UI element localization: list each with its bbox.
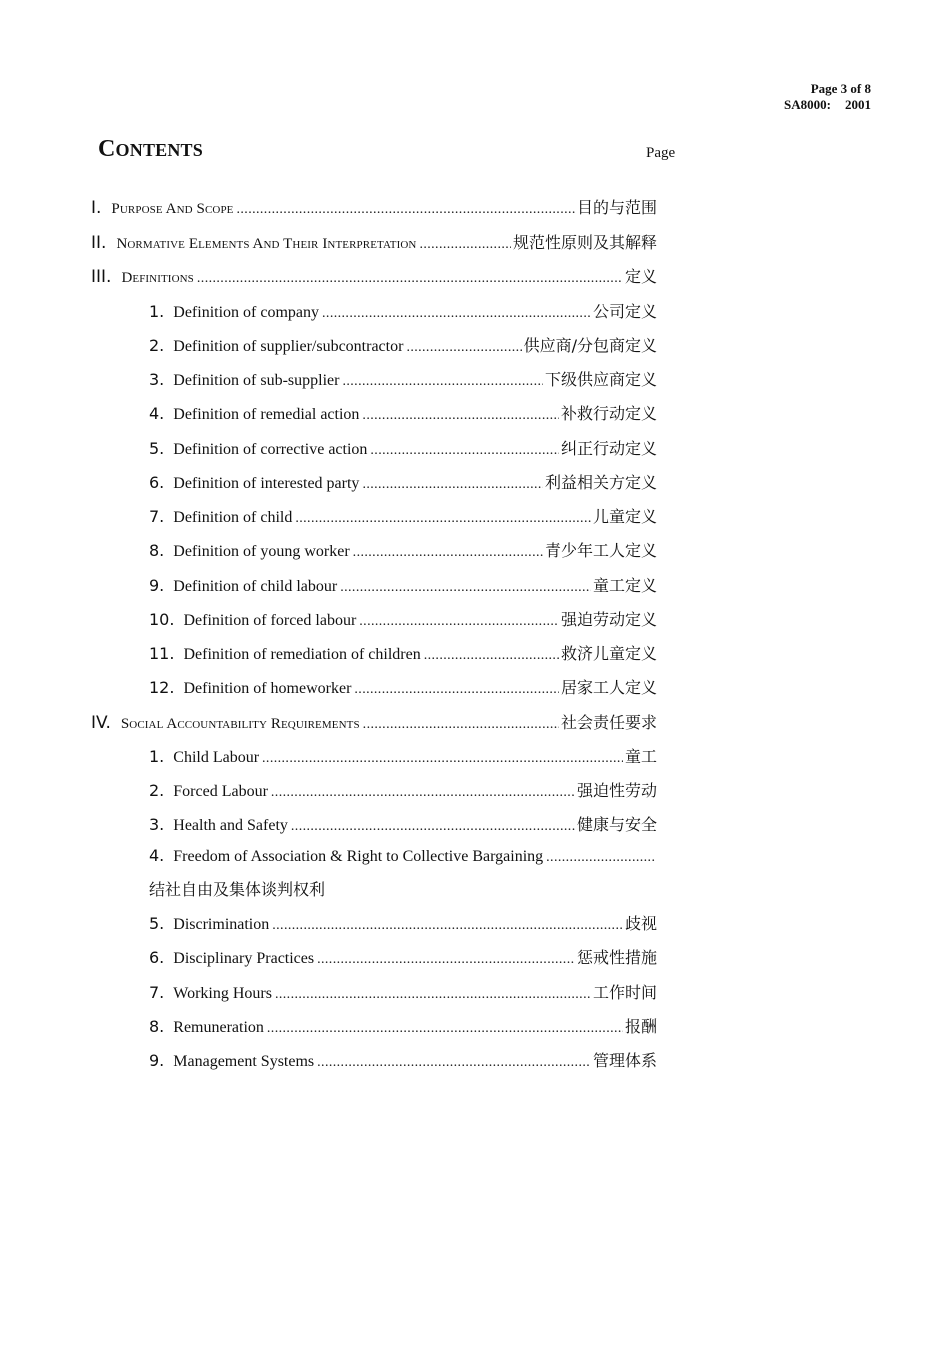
page-header bbox=[784, 81, 871, 113]
toc-item-def-homeworker[interactable] bbox=[149, 675, 657, 699]
toc-chinese-label: 工作时间 bbox=[592, 983, 657, 1002]
toc-number: 6. bbox=[149, 473, 165, 492]
toc-chinese-label: 报酬 bbox=[624, 1017, 657, 1036]
toc-chinese-label: 规范性原则及其解释 bbox=[512, 233, 657, 252]
toc-number: 8. bbox=[149, 1017, 165, 1036]
toc-chinese-label: 社会责任要求 bbox=[560, 713, 657, 732]
dot-leader bbox=[546, 850, 655, 866]
toc-number: III. bbox=[91, 267, 112, 287]
toc-item-def-sub-supplier[interactable] bbox=[149, 367, 657, 391]
toc-chinese-label: 目的与范围 bbox=[576, 198, 657, 217]
toc-chinese-label: 管理体系 bbox=[592, 1051, 657, 1070]
dot-leader bbox=[291, 819, 575, 835]
toc-item-child-labour[interactable] bbox=[149, 744, 657, 768]
toc-number: 8. bbox=[149, 541, 165, 560]
toc-chinese-label: 补救行动定义 bbox=[560, 404, 657, 423]
toc-number: II. bbox=[91, 233, 107, 253]
toc-item-def-forced-labour[interactable] bbox=[149, 607, 657, 631]
toc-label: Normative Elements And Their Interpretation bbox=[116, 236, 417, 252]
page-column-label: Page bbox=[646, 145, 676, 161]
dot-leader bbox=[362, 477, 543, 493]
toc-chinese-label: 青少年工人定义 bbox=[544, 541, 657, 560]
toc-label: Definition of company bbox=[173, 304, 320, 321]
dot-leader bbox=[370, 443, 559, 459]
toc-number: 1. bbox=[149, 747, 165, 766]
toc-chinese-label: 童工 bbox=[624, 747, 657, 766]
toc-item-disciplinary-practices[interactable] bbox=[149, 945, 657, 969]
toc-number: 2. bbox=[149, 336, 165, 355]
toc-item-def-child-labour[interactable] bbox=[149, 573, 657, 597]
dot-leader bbox=[317, 952, 575, 968]
toc-chinese-label: 惩戒性措施 bbox=[576, 948, 657, 967]
toc-number: 1. bbox=[149, 302, 165, 321]
page-number: Page 3 of 8 bbox=[810, 81, 871, 96]
dot-leader bbox=[267, 1021, 623, 1037]
toc-chinese-label: 下级供应商定义 bbox=[544, 370, 657, 389]
toc-item-health-safety[interactable] bbox=[149, 812, 657, 836]
toc-number: 4. bbox=[149, 404, 165, 423]
contents-title-initial: C bbox=[98, 136, 116, 162]
toc-chinese-label: 供应商/分包商定义 bbox=[523, 336, 657, 355]
toc-chinese-label: 纠正行动定义 bbox=[560, 439, 657, 458]
toc-label: Child Labour bbox=[173, 749, 260, 766]
dot-leader bbox=[197, 271, 623, 287]
dot-leader bbox=[424, 648, 559, 664]
contents-title-rest: ONTENTS bbox=[115, 140, 203, 160]
toc-item-working-hours[interactable] bbox=[149, 980, 657, 1004]
toc-label: Definition of interested party bbox=[173, 475, 360, 492]
toc-chinese-label: 强迫性劳动 bbox=[576, 781, 657, 800]
toc-item-remuneration[interactable] bbox=[149, 1014, 657, 1038]
toc-item-def-supplier[interactable] bbox=[149, 333, 657, 357]
dot-leader bbox=[275, 987, 591, 1003]
dot-leader bbox=[362, 408, 559, 424]
toc-number: 3. bbox=[149, 370, 165, 389]
dot-leader bbox=[359, 614, 559, 630]
dot-leader bbox=[322, 306, 591, 322]
toc-item-discrimination[interactable] bbox=[149, 911, 657, 935]
toc-section-purpose-scope[interactable] bbox=[91, 195, 657, 219]
toc-chinese-label: 居家工人定义 bbox=[560, 678, 657, 697]
dot-leader bbox=[237, 202, 575, 218]
toc-item-def-remedial-action[interactable] bbox=[149, 401, 657, 425]
toc-label: Remuneration bbox=[173, 1019, 264, 1036]
dot-leader bbox=[419, 237, 511, 253]
toc-label: Social Accountability Requirements bbox=[120, 716, 360, 732]
toc-item-freedom-association-chinese[interactable]: 结社自由及集体谈判权利 bbox=[149, 880, 326, 899]
toc-item-def-company[interactable] bbox=[149, 299, 657, 323]
toc-number: 9. bbox=[149, 576, 165, 595]
toc-number: 10. bbox=[149, 610, 175, 629]
dot-leader bbox=[406, 340, 521, 356]
toc-item-def-young-worker[interactable] bbox=[149, 538, 657, 562]
toc-number: 3. bbox=[149, 815, 165, 834]
dot-leader bbox=[272, 918, 623, 934]
toc-chinese-label: 公司定义 bbox=[592, 302, 657, 321]
toc-chinese-label: 健康与安全 bbox=[576, 815, 657, 834]
toc-item-forced-labour[interactable] bbox=[149, 778, 657, 802]
toc-number: 5. bbox=[149, 439, 165, 458]
toc-number: 7. bbox=[149, 507, 165, 526]
contents-title bbox=[98, 136, 203, 163]
toc-label: Definitions bbox=[121, 270, 194, 286]
toc-number: 5. bbox=[149, 914, 165, 933]
toc-label: Definition of sub-supplier bbox=[173, 372, 340, 389]
toc-label: Definition of child labour bbox=[173, 578, 338, 595]
toc-label: Health and Safety bbox=[173, 817, 288, 834]
toc-item-def-corrective-action[interactable] bbox=[149, 436, 657, 460]
toc-number: 6. bbox=[149, 948, 165, 967]
dot-leader bbox=[353, 545, 543, 561]
toc-chinese-label: 儿童定义 bbox=[592, 507, 657, 526]
toc-label: Purpose And Scope bbox=[111, 201, 234, 217]
dot-leader bbox=[342, 374, 543, 390]
toc-item-freedom-association[interactable] bbox=[149, 846, 657, 870]
toc-number: I. bbox=[91, 198, 102, 218]
standard-id bbox=[784, 97, 871, 113]
dot-leader bbox=[363, 717, 559, 733]
toc-item-def-remediation-children[interactable] bbox=[149, 641, 657, 665]
standard-name: SA8000: bbox=[784, 97, 831, 112]
toc-label: Discrimination bbox=[173, 916, 270, 933]
toc-label: Definition of corrective action bbox=[173, 441, 368, 458]
toc-label: Disciplinary Practices bbox=[173, 950, 315, 967]
toc-number: 2. bbox=[149, 781, 165, 800]
toc-number: 9. bbox=[149, 1051, 165, 1070]
toc-chinese-label: 利益相关方定义 bbox=[544, 473, 657, 492]
standard-year: 2001 bbox=[845, 97, 871, 112]
toc-item-def-child[interactable] bbox=[149, 504, 657, 528]
toc-chinese-label: 强迫劳动定义 bbox=[560, 610, 657, 629]
toc-label: Definition of supplier/subcontractor bbox=[173, 338, 404, 355]
toc-section-social-accountability[interactable] bbox=[91, 710, 657, 734]
dot-leader bbox=[354, 682, 559, 698]
toc-chinese-label: 童工定义 bbox=[592, 576, 657, 595]
dot-leader bbox=[262, 751, 623, 767]
toc-item-management-systems[interactable] bbox=[149, 1048, 657, 1072]
toc-label: Definition of remedial action bbox=[173, 406, 360, 423]
toc-chinese-label: 歧视 bbox=[624, 914, 657, 933]
toc-item-def-interested-party[interactable] bbox=[149, 470, 657, 494]
toc-label: Definition of homeworker bbox=[183, 680, 352, 697]
toc-number: 12. bbox=[149, 678, 175, 697]
toc-number: 4. bbox=[149, 846, 165, 865]
toc-number: IV. bbox=[91, 713, 111, 733]
toc-label: Definition of forced labour bbox=[183, 612, 357, 629]
toc-label: Definition of remediation of children bbox=[183, 646, 421, 663]
toc-label: Freedom of Association & Right to Collective Bargaining bbox=[173, 848, 544, 865]
toc-number: 11. bbox=[149, 644, 175, 663]
toc-label: Management Systems bbox=[173, 1053, 315, 1070]
toc-label: Definition of child bbox=[173, 509, 293, 526]
toc-label: Working Hours bbox=[173, 985, 272, 1002]
toc-section-definitions[interactable] bbox=[91, 264, 657, 288]
toc-label: Forced Labour bbox=[173, 783, 268, 800]
dot-leader bbox=[317, 1055, 591, 1071]
toc-section-normative-elements[interactable] bbox=[91, 230, 657, 254]
toc-number: 7. bbox=[149, 983, 165, 1002]
dot-leader bbox=[271, 785, 575, 801]
toc-chinese-label: 救济儿童定义 bbox=[560, 644, 657, 663]
dot-leader bbox=[295, 511, 591, 527]
dot-leader bbox=[340, 580, 591, 596]
toc-chinese-label: 定义 bbox=[624, 267, 657, 286]
toc-label: Definition of young worker bbox=[173, 543, 350, 560]
